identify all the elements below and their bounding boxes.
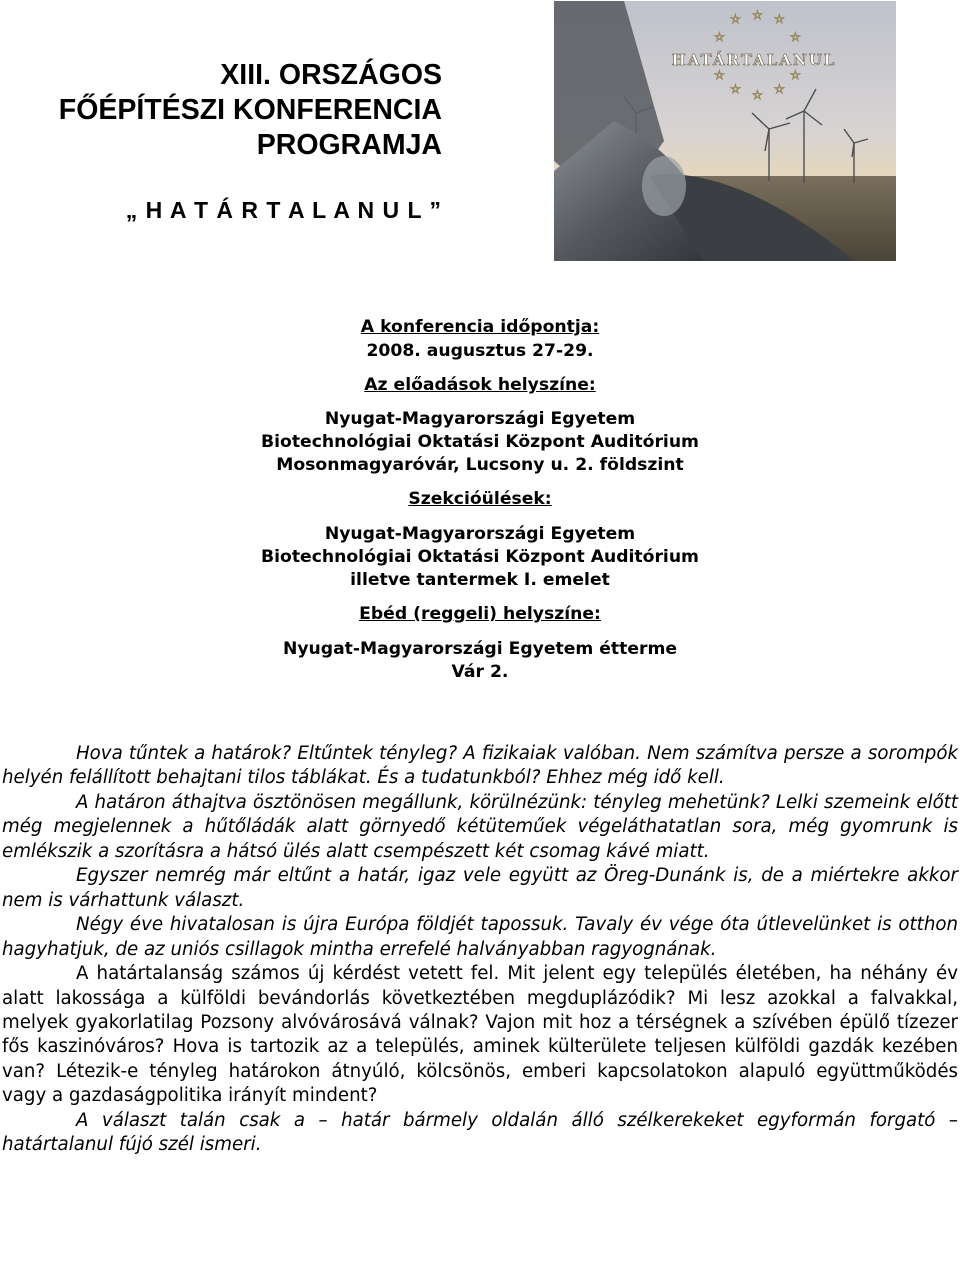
- paragraph: Hova tűntek a határok? Eltűntek tényleg? A fizikaiak valóban. Nem számítva persze a sorompók helyén felállított behajtani tilos táblákat. És a tudatunkból? Ehhez még idő kell.: [2, 743, 958, 789]
- date-value: 2008. augusztus 27-29.: [366, 341, 594, 361]
- sections-line: Nyugat-Magyarországi Egyetem: [324, 524, 636, 544]
- venue-line: Mosonmagyaróvár, Lucsony u. 2. földszint: [276, 455, 684, 475]
- title-line-2: FŐÉPÍTÉSZI KONFERENCIA: [58, 94, 442, 126]
- paragraph: A határtalanság számos új kérdést vetett fel. Mit jelent egy település életében, ha néhány év alatt lakossága a külföldi bevándorlás következtében megduplázódik? Mi lesz azokkal a falvakkal, melyek gyakorlatilag Pozsony alvóvárosává válnak? Vajon mit hoz a térségnek a szívében épülő tízezer fős kaszinóváros? Hova is tartozik az a település, aminek külterülete teljesen külföldi gazdák kezében van? Létezik-e tényleg határokon átnyúló, kölcsönös, emberi kapcsolatokon alapuló együttműködés vagy a gazdaságpolitika irányít mindent?: [2, 963, 958, 1107]
- svg-text:☆: ☆: [714, 68, 725, 82]
- conference-motto: „ H A T Á R T A L A N U L ”: [125, 197, 442, 223]
- svg-text:☆: ☆: [730, 82, 741, 96]
- svg-text:☆: ☆: [730, 12, 741, 26]
- svg-text:☆: ☆: [790, 30, 801, 44]
- svg-text:☆: ☆: [752, 8, 763, 22]
- svg-text:☆: ☆: [774, 12, 785, 26]
- sections-line: Biotechnológiai Oktatási Központ Auditórium: [261, 547, 699, 567]
- intro-text: [2, 742, 958, 1158]
- wind-turbine-photo-icon: [554, 1, 896, 261]
- conference-title: [0, 58, 442, 163]
- sections-line: illetve tantermek I. emelet: [350, 570, 610, 590]
- sections-label: Szekcióülések:: [408, 489, 552, 509]
- paragraph: A határon áthajtva ösztönösen megállunk, körülnézünk: tényleg mehetünk? Lelki szemeink előtt még megjelennek a hűtőládák alatt görnyedő kétüteműek végeláthatatlan sora, még gyomrunk is emlékszik a szorításra a hátsó ülés alatt csempészett két csomag kávé miatt.: [2, 791, 958, 862]
- title-line-1: XIII. ORSZÁGOS: [220, 59, 442, 91]
- hero-caption: HATÁRTALANUL: [671, 51, 837, 69]
- venue-line: Biotechnológiai Oktatási Központ Auditórium: [261, 432, 699, 452]
- lunch-label: Ebéd (reggeli) helyszíne:: [359, 604, 601, 624]
- title-line-3: PROGRAMJA: [256, 129, 442, 161]
- svg-text:☆: ☆: [774, 82, 785, 96]
- hero-image: [554, 1, 896, 261]
- date-label: A konferencia időpontja:: [360, 317, 600, 337]
- paragraph: A választ talán csak a – határ bármely oldalán álló szélkerekeket egyformán forgató –határtalanul fújó szél ismeri.: [2, 1109, 958, 1156]
- svg-text:☆: ☆: [790, 68, 801, 82]
- paragraph: Egyszer nemrég már eltűnt a határ, igaz vele együtt az Öreg-Dunánk is, de a miértekre akkor nem is várhattunk választ.: [2, 865, 958, 911]
- paragraph: Négy éve hivatalosan is újra Európa földjét tapossuk. Tavaly év vége óta útlevelünket is otthon hagyhatjuk, de az uniós csillagok mintha errefelé halványabban ragyognának.: [2, 914, 958, 960]
- lunch-line: Nyugat-Magyarországi Egyetem étterme: [282, 639, 678, 659]
- venue-label: Az előadások helyszíne:: [364, 375, 596, 395]
- venue-line: Nyugat-Magyarországi Egyetem: [324, 409, 636, 429]
- lunch-line: Vár 2.: [451, 662, 509, 682]
- svg-text:☆: ☆: [752, 88, 763, 102]
- svg-text:☆: ☆: [714, 30, 725, 44]
